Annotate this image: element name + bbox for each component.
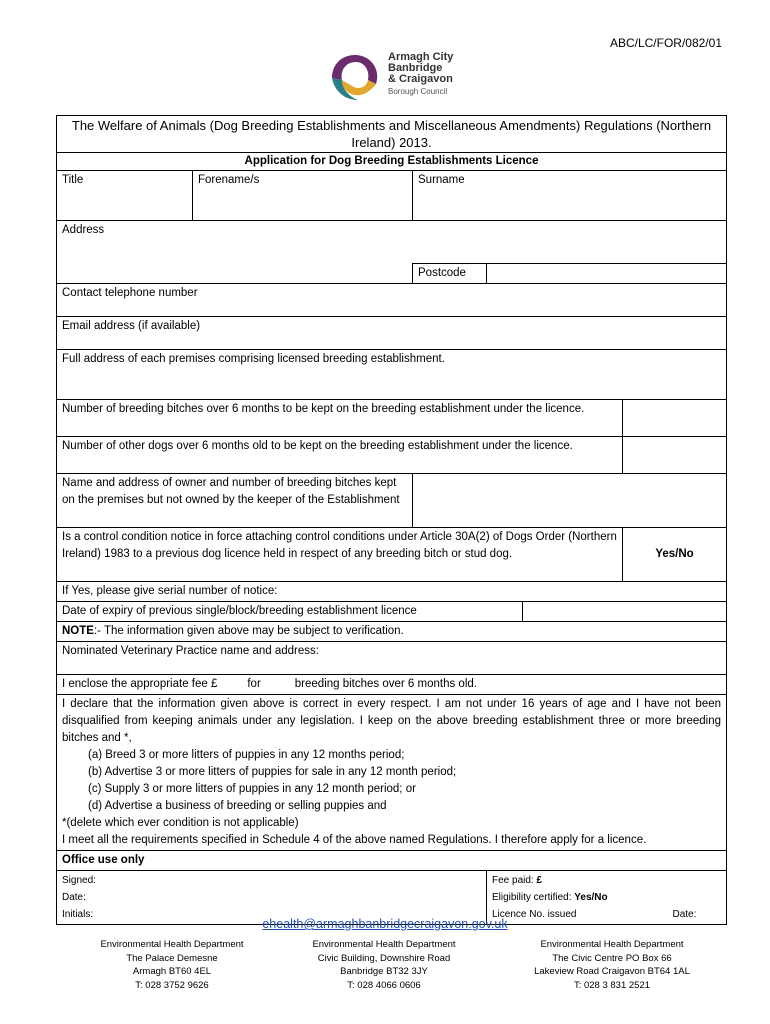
council-logo-icon <box>326 50 384 102</box>
office-use-heading: Office use only <box>57 851 727 871</box>
vet-practice-field[interactable] <box>57 642 727 675</box>
serial-number-label: If Yes, please give serial number of notice: <box>62 585 278 597</box>
fee-text-2: for <box>247 678 261 690</box>
footer-line: Civic Building, Downshire Road <box>317 952 451 964</box>
telephone-label: Contact telephone number <box>62 287 198 299</box>
address-label: Address <box>62 224 105 236</box>
footer-line: T: 028 4066 0606 <box>347 979 421 991</box>
surname-label: Surname <box>418 174 465 186</box>
footer-line: Environmental Health Department <box>540 939 684 950</box>
owner-input[interactable] <box>413 474 727 528</box>
eligibility-label: Eligibility certified: <box>492 892 572 903</box>
expiry-label: Date of expiry of previous single/block/breeding establishment licence <box>57 602 523 622</box>
application-form <box>56 115 727 925</box>
surname-field[interactable] <box>413 171 727 221</box>
fee-symbol: £ <box>536 875 543 886</box>
eligibility-value: Yes/No <box>574 892 608 903</box>
condition-item: (a) Breed 3 or more litters of puppies in any 12 months period; <box>88 749 405 761</box>
note-bold: NOTE <box>62 625 94 637</box>
other-dogs-input[interactable] <box>623 437 727 474</box>
footer-line: Lakeview Road Craigavon BT64 1AL <box>534 966 690 977</box>
form-reference: ABC/LC/FOR/082/01 <box>609 36 722 50</box>
postcode-input[interactable] <box>487 264 727 284</box>
fee-paid-label: Fee paid: <box>492 875 534 886</box>
delete-note: *(delete which ever condition is not applicable) <box>62 817 299 829</box>
footer-line: Environmental Health Department <box>312 939 456 950</box>
forename-label: Forename/s <box>198 174 260 186</box>
condition-item: (b) Advertise 3 or more litters of puppies for sale in any 12 month period; <box>88 766 457 778</box>
email-label: Email address (if available) <box>62 320 201 332</box>
licence-date-label: Date: <box>672 909 697 920</box>
condition-item: (d) Advertise a business of breeding or selling puppies and <box>88 800 387 812</box>
signed-label: Signed: <box>62 875 96 886</box>
title-field[interactable] <box>57 171 193 221</box>
initials-label: Initials: <box>62 909 94 920</box>
expiry-input[interactable] <box>523 602 727 622</box>
title-label: Title <box>62 174 84 186</box>
bitches-label: Number of breeding bitches over 6 months to be kept on the breeding establishment under the licence. <box>57 400 623 437</box>
bitches-input[interactable] <box>623 400 727 437</box>
declaration-block <box>57 695 727 851</box>
control-notice-yes-no[interactable]: Yes/No <box>623 528 727 582</box>
footer-line: The Palace Demesne <box>126 952 218 964</box>
fee-line <box>57 675 727 695</box>
other-dogs-label: Number of other dogs over 6 months old to be kept on the breeding establishment under the licence. <box>57 437 623 474</box>
footer-line: Armagh BT60 4EL <box>132 966 212 977</box>
footer-craigavon <box>512 938 712 992</box>
verification-note <box>57 622 727 642</box>
telephone-field[interactable] <box>57 284 727 317</box>
declaration-text: I declare that the information given above is correct in every respect. I am not under 16 years of age and I have not been disqualified from keeping animals under any legislation. I keep on the above breeding establishment three or more breeding bitches and *, <box>62 698 722 744</box>
control-notice-label: Is a control condition notice in force attaching control conditions under Article 30A(2) of Dogs Order (Northern Ireland) 1983 to a previous dog licence held in respect of any breeding bitch or stud dog. <box>57 528 623 582</box>
licence-no-label: Licence No. issued <box>492 909 577 920</box>
footer-line: The Civic Centre PO Box 66 <box>552 952 672 964</box>
logo-line-4: Borough Council <box>388 87 448 96</box>
footer-line: Banbridge BT32 3JY <box>340 966 428 977</box>
note-text: :- The information given above may be subject to verification. <box>93 625 404 637</box>
forename-field[interactable] <box>193 171 413 221</box>
form-title: The Welfare of Animals (Dog Breeding Establishments and Miscellaneous Amendments) Regulations (Northern Ireland) 2013. <box>57 116 727 153</box>
logo-line-1: Armagh City <box>388 51 454 63</box>
conditions-list <box>62 747 721 815</box>
email-field[interactable] <box>57 317 727 350</box>
postcode-label: Postcode <box>413 264 487 284</box>
footer-armagh <box>72 938 272 992</box>
logo-line-2: Banbridge <box>388 62 443 74</box>
email-link[interactable]: ehealth@armaghbanbridgecraigavon.gov.uk <box>262 917 508 931</box>
fee-text-3: breeding bitches over 6 months old. <box>294 678 477 690</box>
logo-line-3: & Craigavon <box>388 73 453 85</box>
premises-field[interactable] <box>57 350 727 400</box>
footer-line: Environmental Health Department <box>100 939 244 950</box>
footer-banbridge <box>284 938 484 992</box>
fee-text-1: I enclose the appropriate fee £ <box>62 678 218 690</box>
serial-number-field[interactable] <box>57 582 727 602</box>
date-label: Date: <box>62 892 86 903</box>
requirements-text: I meet all the requirements specified in Schedule 4 of the above named Regulations. I therefore apply for a licence. <box>62 834 647 846</box>
council-logo <box>326 50 466 102</box>
owner-label: Name and address of owner and number of breeding bitches kept on the premises but not owned by the keeper of the Establishment <box>57 474 413 528</box>
footer-line: T: 028 3752 9626 <box>135 979 209 991</box>
vet-practice-label: Nominated Veterinary Practice name and address: <box>62 645 319 657</box>
form-subtitle: Application for Dog Breeding Establishments Licence <box>57 153 727 171</box>
address-field[interactable] <box>57 221 727 264</box>
condition-item: (c) Supply 3 or more litters of puppies in any 12 month period; or <box>88 783 416 795</box>
footer-line: T: 028 3 831 2521 <box>573 979 651 991</box>
premises-label: Full address of each premises comprising licensed breeding establishment. <box>62 353 445 365</box>
